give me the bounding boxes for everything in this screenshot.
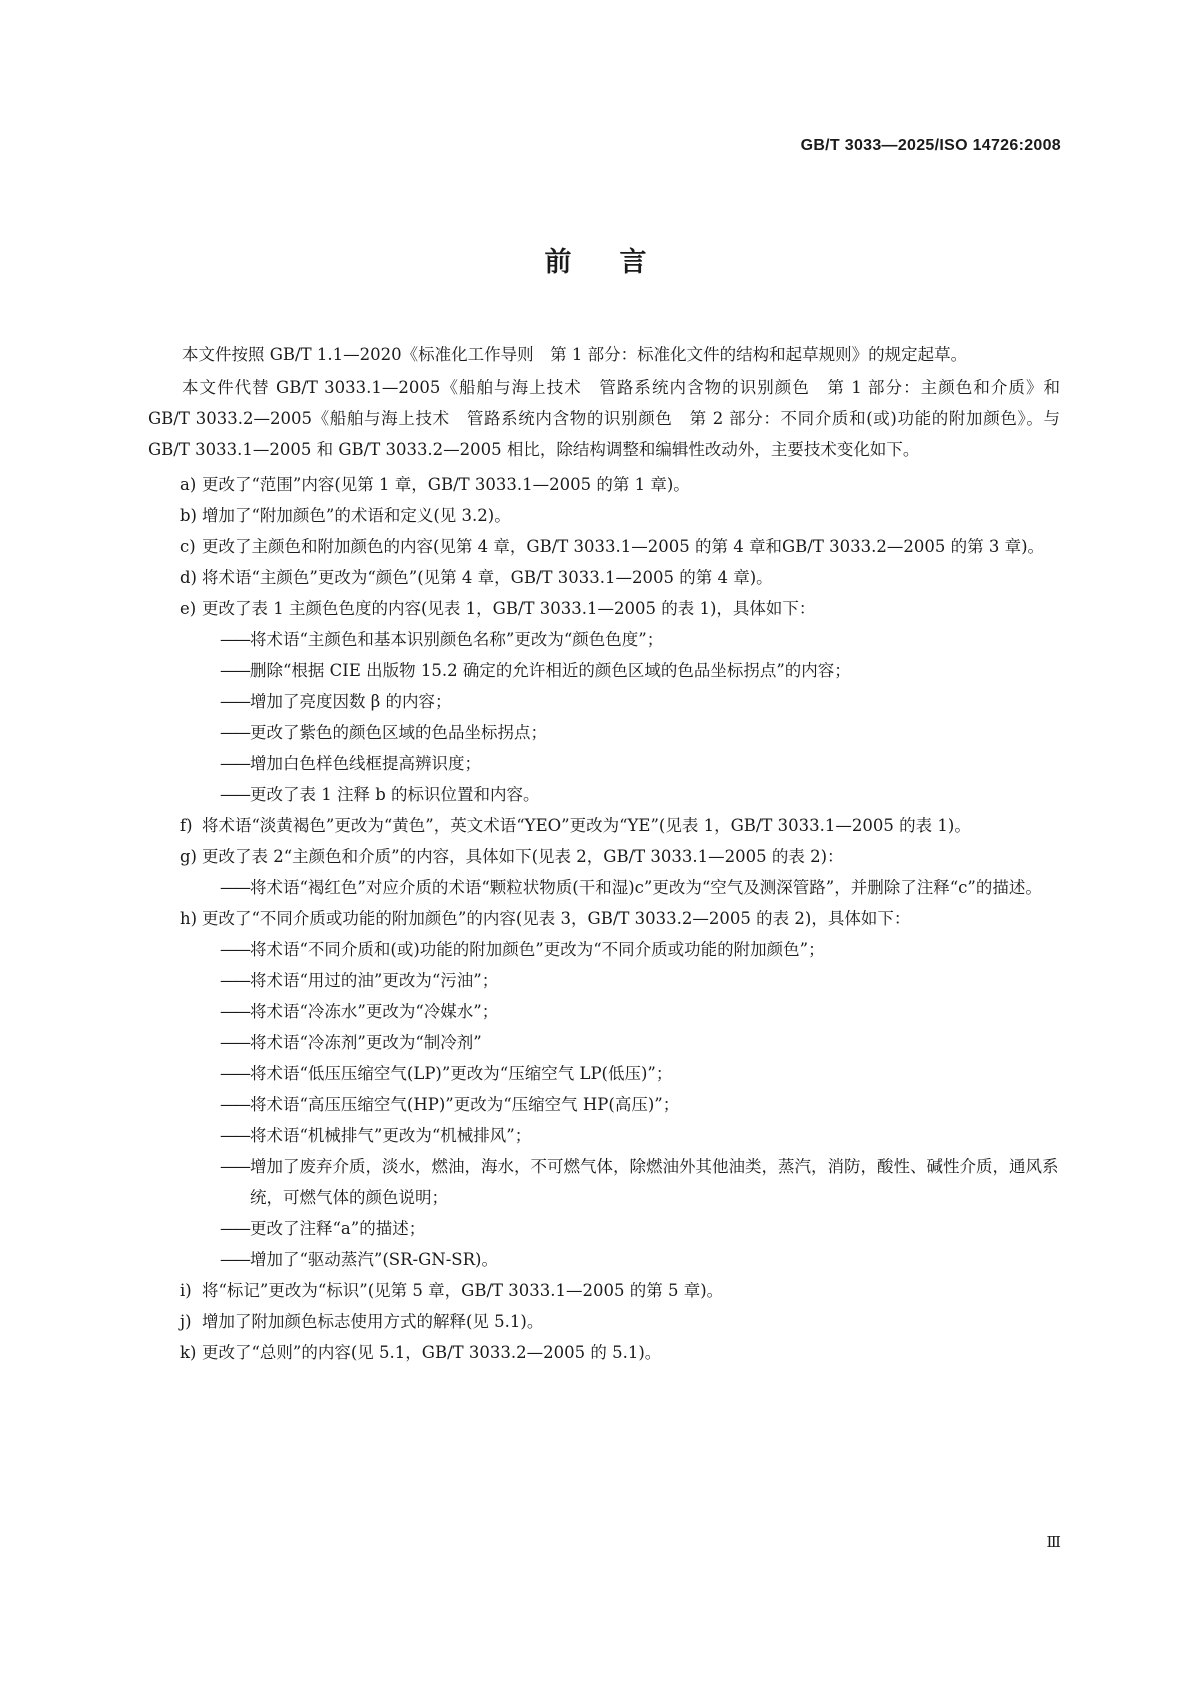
document-id: GB/T 3033—2025/ISO 14726:2008 (800, 137, 1061, 154)
sub-list-item-text: 增加了“驱动蒸汽”(SR-GN-SR)。 (250, 1250, 498, 1269)
sub-list-item-text: 将术语“冷冻水”更改为“冷媒水”； (250, 1002, 499, 1021)
sub-list-item-text: 将术语“褐红色”对应介质的术语“颗粒状物质(干和湿)c”更改为“空气及测深管路”，并删除了注释“c”的描述。 (250, 878, 1042, 897)
sub-list-item (148, 872, 1060, 903)
list-item (148, 469, 1060, 500)
list-item (148, 1275, 1060, 1306)
page-title (0, 240, 1191, 279)
list-item (148, 810, 1060, 841)
title-char: 前 (544, 247, 572, 278)
sub-list-item-text: 将术语“主颜色和基本识别颜色名称”更改为“颜色色度”； (250, 630, 664, 649)
list-item (148, 903, 1060, 934)
sub-list (148, 624, 1060, 810)
list-item-text: 更改了表 1 主颜色色度的内容(见表 1，GB/T 3033.1—2005 的表 1)，具体如下： (202, 599, 816, 618)
sub-list-item-text: 删除“根据 CIE 出版物 15.2 确定的允许相近的颜色区域的色品坐标拐点”的内容； (250, 661, 851, 680)
dash-marker: —— (220, 754, 249, 773)
sub-list-item-text: 增加了亮度因数 β 的内容； (250, 692, 452, 711)
sub-list-item (148, 1058, 1060, 1089)
sub-list-item-text: 增加了废弃介质，淡水，燃油，海水，不可燃气体，除燃油外其他油类，蒸汽，消防，酸性、碱性介质，通风系统，可燃气体的颜色说明； (250, 1157, 1059, 1207)
sub-list-item (148, 965, 1060, 996)
sub-list-item (148, 1089, 1060, 1120)
dash-marker: —— (220, 785, 249, 804)
sub-list-item-text: 将术语“用过的油”更改为“污油”； (250, 971, 499, 990)
dash-marker: —— (220, 1033, 249, 1052)
page-number: Ⅲ (1046, 1533, 1061, 1551)
dash-marker: —— (220, 661, 249, 680)
sub-list-item-text: 更改了注释“a”的描述； (250, 1219, 426, 1238)
sub-list-item (148, 686, 1060, 717)
paragraph: 本文件代替 GB/T 3033.1—2005《船舶与海上技术 管路系统内含物的识别颜色 第 1 部分：主颜色和介质》和 GB/T 3033.2—2005《船舶与海上技术 管路系统内含物的识别颜色 第 2 部分：不同介质和(或)功能的附加颜色》。与 GB/T 3033.1—2005 和 GB/T 3033.2—2005 相比，除结构调整和编辑性改动外，主要技术变化如下。 (148, 378, 1060, 459)
list-marker: j) (180, 1312, 192, 1331)
sub-list (148, 934, 1060, 1275)
list-item-text: 将术语“淡黄褐色”更改为“黄色”，英文术语“YEO”更改为“YE”(见表 1，GB/T 3033.1—2005 的表 1)。 (202, 816, 971, 835)
sub-list-item-text: 增加白色样色线框提高辨识度； (250, 754, 481, 773)
list-marker: g) (180, 847, 197, 866)
list-item (148, 531, 1060, 562)
dash-marker: —— (220, 1250, 249, 1269)
list-item-text: 更改了“不同介质或功能的附加颜色”的内容(见表 3，GB/T 3033.2—2005 的表 2)，具体如下： (202, 909, 911, 928)
list-marker: b) (180, 506, 197, 525)
list-marker: c) (180, 537, 196, 556)
dash-marker: —— (220, 971, 249, 990)
sub-list-item (148, 748, 1060, 779)
dash-marker: —— (220, 940, 249, 959)
list-item-text: 增加了附加颜色标志使用方式的解释(见 5.1)。 (202, 1312, 544, 1331)
sub-list-item (148, 996, 1060, 1027)
dash-marker: —— (220, 1219, 249, 1238)
sub-list-item (148, 1213, 1060, 1244)
dash-marker: —— (220, 1157, 249, 1176)
sub-list-item (148, 1027, 1060, 1058)
list-item-text: 更改了“总则”的内容(见 5.1，GB/T 3033.2—2005 的 5.1)。 (202, 1343, 662, 1362)
list-item (148, 562, 1060, 593)
list-item (148, 1337, 1060, 1368)
sub-list-item-text: 将术语“机械排气”更改为“机械排风”； (250, 1126, 532, 1145)
sub-list-item-text: 将术语“不同介质和(或)功能的附加颜色”更改为“不同介质或功能的附加颜色”； (250, 940, 825, 959)
list-item (148, 593, 1060, 624)
sub-list-item (148, 717, 1060, 748)
sub-list-item-text: 更改了紫色的颜色区域的色品坐标拐点； (250, 723, 547, 742)
sub-list-item-text: 将术语“冷冻剂”更改为“制冷剂” (250, 1033, 482, 1052)
dash-marker: —— (220, 723, 249, 742)
sub-list-item-text: 将术语“低压压缩空气(LP)”更改为“压缩空气 LP(低压)”； (250, 1064, 673, 1083)
dash-marker: —— (220, 1002, 249, 1021)
dash-marker: —— (220, 1126, 249, 1145)
list-item (148, 500, 1060, 531)
list-marker: d) (180, 568, 197, 587)
list-item-text: 将“标记”更改为“标识”(见第 5 章，GB/T 3033.1—2005 的第 5 章)。 (202, 1281, 724, 1300)
sub-list (148, 872, 1060, 903)
list-marker: e) (180, 599, 197, 618)
list-marker: k) (180, 1343, 197, 1362)
sub-list-item (148, 1151, 1060, 1213)
list-marker: a) (180, 475, 197, 494)
sub-list-item (148, 934, 1060, 965)
list-item-text: 将术语“主颜色”更改为“颜色”(见第 4 章，GB/T 3033.1—2005 的第 4 章)。 (202, 568, 773, 587)
sub-list-item (148, 1120, 1060, 1151)
dash-marker: —— (220, 878, 249, 897)
sub-list-item (148, 655, 1060, 686)
sub-list-item-text: 更改了表 1 注释 b 的标识位置和内容。 (250, 785, 540, 804)
dash-marker: —— (220, 630, 249, 649)
title-char: 言 (619, 247, 647, 278)
list-marker: f) (180, 816, 193, 835)
list-item-text: 增加了“附加颜色”的术语和定义(见 3.2)。 (202, 506, 511, 525)
dash-marker: —— (220, 1064, 249, 1083)
list-marker: h) (180, 909, 198, 928)
list-item (148, 1306, 1060, 1337)
list-item-text: 更改了主颜色和附加颜色的内容(见第 4 章，GB/T 3033.1—2005 的第 4 章和GB/T 3033.2—2005 的第 3 章)。 (202, 537, 1045, 556)
dash-marker: —— (220, 692, 249, 711)
foreword-body (148, 339, 1060, 1368)
sub-list-item (148, 624, 1060, 655)
list-item (148, 841, 1060, 872)
list-marker: i) (180, 1281, 192, 1300)
sub-list-item (148, 779, 1060, 810)
dash-marker: —— (220, 1095, 249, 1114)
sub-list-item-text: 将术语“高压压缩空气(HP)”更改为“压缩空气 HP(高压)”； (250, 1095, 680, 1114)
list-item-text: 更改了“范围”内容(见第 1 章，GB/T 3033.1—2005 的第 1 章)。 (202, 475, 690, 494)
paragraph: 本文件按照 GB/T 1.1—2020《标准化工作导则 第 1 部分：标准化文件的结构和起草规则》的规定起草。 (182, 345, 968, 364)
change-list (148, 469, 1060, 1368)
list-item-text: 更改了表 2“主颜色和介质”的内容，具体如下(见表 2，GB/T 3033.1—2005 的表 2)： (202, 847, 844, 866)
sub-list-item (148, 1244, 1060, 1275)
